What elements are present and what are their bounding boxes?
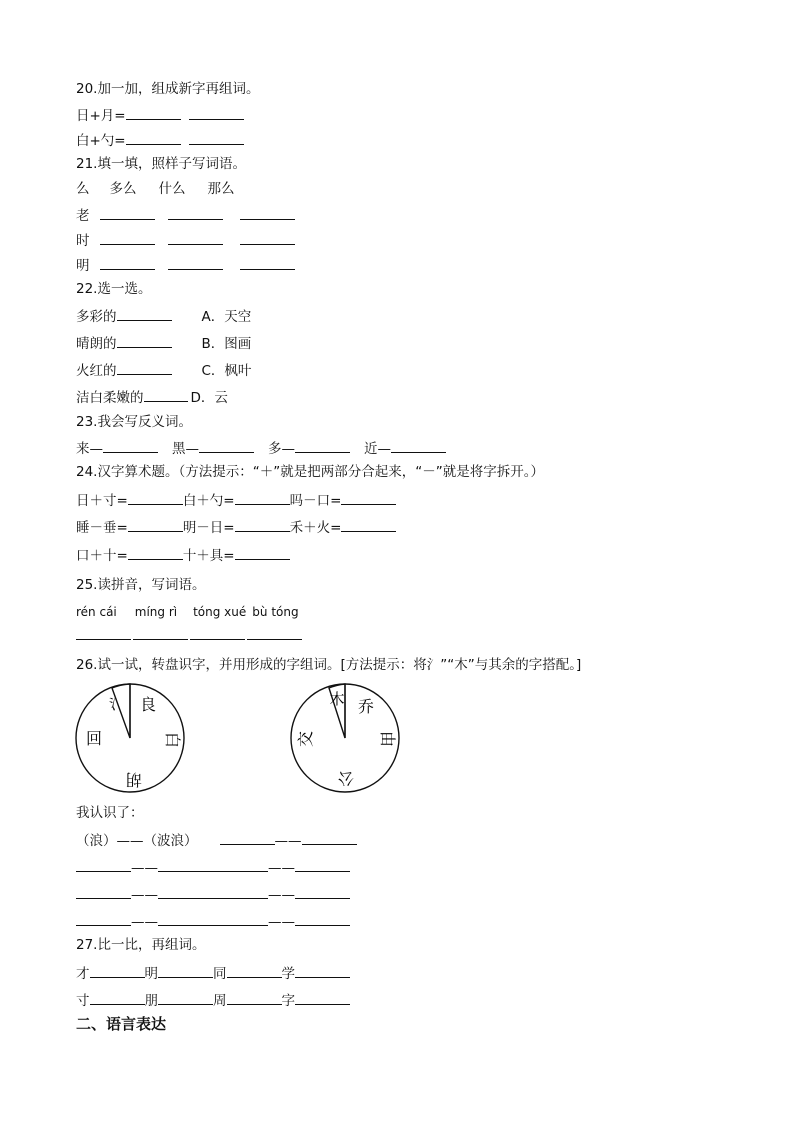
q26-dash: ——	[268, 887, 295, 903]
q22-option: B．图画	[201, 336, 252, 352]
q26-wheels	[74, 682, 397, 794]
pinyin: tóng xué	[193, 605, 247, 619]
wheel-1-char: 白	[163, 731, 182, 749]
q20-title: 20.加一加，组成新字再组词。	[76, 81, 260, 97]
q24-expr: 吗－口=	[289, 493, 342, 509]
answer-blank[interactable]	[168, 255, 223, 270]
q27-char: 明	[144, 966, 158, 982]
answer-blank[interactable]	[126, 130, 181, 145]
wheel-2[interactable]	[291, 684, 399, 792]
answer-blank[interactable]	[133, 625, 188, 640]
answer-blank[interactable]	[117, 333, 172, 348]
answer-blank[interactable]	[168, 205, 223, 220]
q25-pinyin	[76, 603, 299, 621]
answer-blank[interactable]	[100, 255, 155, 270]
q23-item: 近—	[364, 441, 391, 457]
q26-dash: ——	[268, 914, 295, 930]
q26-dash: ——	[274, 833, 302, 849]
q26-title: 26.试一试，转盘识字，并用形成的字组词。[方法提示：将氵”“木”与其余的字搭配。]	[76, 657, 582, 673]
q25-answer-row	[76, 625, 302, 645]
answer-blank[interactable]	[128, 545, 183, 560]
answer-blank[interactable]	[117, 306, 172, 321]
answer-blank[interactable]	[199, 438, 254, 453]
q20-row-1-expr: 日+月=	[76, 108, 126, 124]
answer-blank[interactable]	[76, 857, 131, 872]
q23-title: 23.我会写反义词。	[76, 414, 192, 430]
answer-blank[interactable]	[158, 884, 213, 899]
q22-title: 22.选一选。	[76, 281, 152, 297]
q21-row	[76, 205, 295, 225]
q26-row	[76, 911, 350, 931]
q24-expr: 禾＋火=	[289, 520, 342, 536]
answer-blank[interactable]	[100, 230, 155, 245]
answer-blank[interactable]	[189, 105, 244, 120]
answer-blank[interactable]	[158, 963, 213, 978]
q24-row	[76, 490, 396, 510]
pinyin: bù tóng	[252, 605, 299, 619]
q22-option: D．云	[190, 390, 228, 406]
answer-blank[interactable]	[128, 490, 183, 505]
q26-dash: ——	[131, 860, 158, 876]
q26-dash: ——	[116, 833, 144, 849]
q21-row	[76, 255, 295, 275]
q22-row	[76, 387, 228, 407]
wheel-2-center-char: 木	[329, 690, 345, 708]
q27-char: 同	[213, 966, 227, 982]
q27-char: 字	[281, 993, 295, 1009]
answer-blank[interactable]	[158, 990, 213, 1005]
q23-item: 来—	[76, 441, 103, 457]
answer-blank[interactable]	[117, 360, 172, 375]
q21-row-char: 老	[76, 208, 90, 224]
answer-blank[interactable]	[235, 545, 290, 560]
q22-item: 火红的	[76, 363, 117, 379]
q26-row	[76, 884, 350, 904]
q21-row	[76, 230, 295, 250]
q26-dash: ——	[131, 887, 158, 903]
answer-blank[interactable]	[240, 205, 295, 220]
q22-item: 晴朗的	[76, 336, 117, 352]
q22-row	[76, 360, 251, 380]
q24-row	[76, 545, 290, 565]
q24-title: 24.汉字算术题。（方法提示：“＋”就是把两部分合起来，“－”就是将字拆开。）	[76, 464, 544, 480]
q27-char: 才	[76, 966, 90, 982]
answer-blank[interactable]	[90, 990, 145, 1005]
answer-blank[interactable]	[341, 517, 396, 532]
q21-title: 21.填一填，照样子写词语。	[76, 156, 246, 172]
q21-row-char: 明	[76, 258, 90, 274]
answer-blank[interactable]	[227, 963, 282, 978]
q24-expr: 十＋具=	[182, 548, 235, 564]
answer-blank[interactable]	[302, 830, 357, 845]
q24-expr: 日＋寸=	[76, 493, 128, 509]
answer-blank[interactable]	[220, 830, 275, 845]
answer-blank[interactable]	[189, 130, 244, 145]
answer-blank[interactable]	[213, 857, 268, 872]
q26-known-label: 我认识了：	[76, 805, 144, 821]
answer-blank[interactable]	[128, 517, 183, 532]
answer-blank[interactable]	[144, 387, 188, 402]
answer-blank[interactable]	[295, 911, 350, 926]
q27-char: 朋	[144, 993, 158, 1009]
q25-title: 25.读拼音，写词语。	[76, 577, 206, 593]
answer-blank[interactable]	[295, 990, 350, 1005]
pinyin: míng rì	[134, 605, 178, 619]
q24-row	[76, 517, 396, 537]
wheel-1-char: 回	[85, 729, 103, 748]
answer-blank[interactable]	[235, 490, 290, 505]
answer-blank[interactable]	[247, 625, 302, 640]
q26-row	[76, 830, 357, 850]
q24-expr: 白＋勺=	[182, 493, 235, 509]
q26-dash: ——	[131, 914, 158, 930]
q22-item: 多彩的	[76, 309, 117, 325]
pinyin: rén cái	[76, 605, 117, 619]
wheel-2-char: 公	[337, 769, 355, 788]
answer-blank[interactable]	[158, 911, 213, 926]
q24-expr: 睡－垂=	[76, 520, 128, 536]
answer-blank[interactable]	[76, 625, 131, 640]
q21-example-word: 多么	[109, 181, 137, 197]
q21-example-word: 那么	[207, 181, 235, 197]
q20-row-2	[76, 130, 244, 150]
answer-blank[interactable]	[158, 857, 213, 872]
q24-expr: 明－日=	[182, 520, 235, 536]
q22-option: A．天空	[201, 309, 252, 325]
q27-char: 寸	[76, 993, 90, 1009]
answer-blank[interactable]	[76, 911, 131, 926]
q27-row	[76, 990, 350, 1010]
q21-example-word: 什么	[158, 181, 186, 197]
answer-blank[interactable]	[227, 990, 282, 1005]
q22-item: 洁白柔嫩的	[76, 390, 144, 406]
q22-row	[76, 306, 251, 326]
q23-item: 黑—	[172, 441, 199, 457]
wheel-1-char: 良	[139, 695, 157, 714]
q20-row-2-expr: 白+勺=	[76, 133, 126, 149]
q20-row-1	[76, 105, 244, 125]
answer-blank[interactable]	[103, 438, 158, 453]
answer-blank[interactable]	[391, 438, 446, 453]
q27-title: 27.比一比，再组词。	[76, 937, 206, 953]
wheel-1-center-char: 氵	[106, 691, 128, 715]
wheel-1-char: 胡	[125, 770, 143, 789]
q26-row	[76, 857, 350, 877]
answer-blank[interactable]	[240, 230, 295, 245]
q21-example-word: 么	[76, 181, 90, 197]
answer-blank[interactable]	[213, 911, 268, 926]
wheel-2-char: 交	[296, 730, 315, 748]
q27-row	[76, 963, 350, 983]
q23-item: 多—	[268, 441, 295, 457]
answer-blank[interactable]	[190, 625, 245, 640]
q21-example	[76, 180, 235, 198]
q26-example-word: （波浪）	[143, 833, 198, 849]
q22-option: C．枫叶	[201, 363, 252, 379]
q26-dash: ——	[268, 860, 295, 876]
q24-expr: 口＋十=	[76, 548, 128, 564]
answer-blank[interactable]	[240, 255, 295, 270]
answer-blank[interactable]	[213, 884, 268, 899]
section-2-title: 二、语言表达	[76, 1015, 167, 1033]
q27-char: 学	[281, 966, 295, 982]
answer-blank[interactable]	[100, 205, 155, 220]
answer-blank[interactable]	[341, 490, 396, 505]
q26-example-char: （浪）	[76, 833, 117, 849]
q23-row	[76, 438, 446, 458]
answer-blank[interactable]	[295, 857, 350, 872]
answer-blank[interactable]	[235, 517, 290, 532]
answer-blank[interactable]	[90, 963, 145, 978]
q27-char: 周	[213, 993, 227, 1009]
answer-blank[interactable]	[295, 884, 350, 899]
answer-blank[interactable]	[295, 963, 350, 978]
wheel-2-char: 由	[378, 730, 397, 748]
answer-blank[interactable]	[168, 230, 223, 245]
answer-blank[interactable]	[126, 105, 181, 120]
answer-blank[interactable]	[76, 884, 131, 899]
wheel-1[interactable]	[76, 684, 184, 792]
wheel-2-char: 乔	[357, 697, 375, 716]
answer-blank[interactable]	[295, 438, 350, 453]
q22-row	[76, 333, 251, 353]
q21-row-char: 时	[76, 233, 90, 249]
